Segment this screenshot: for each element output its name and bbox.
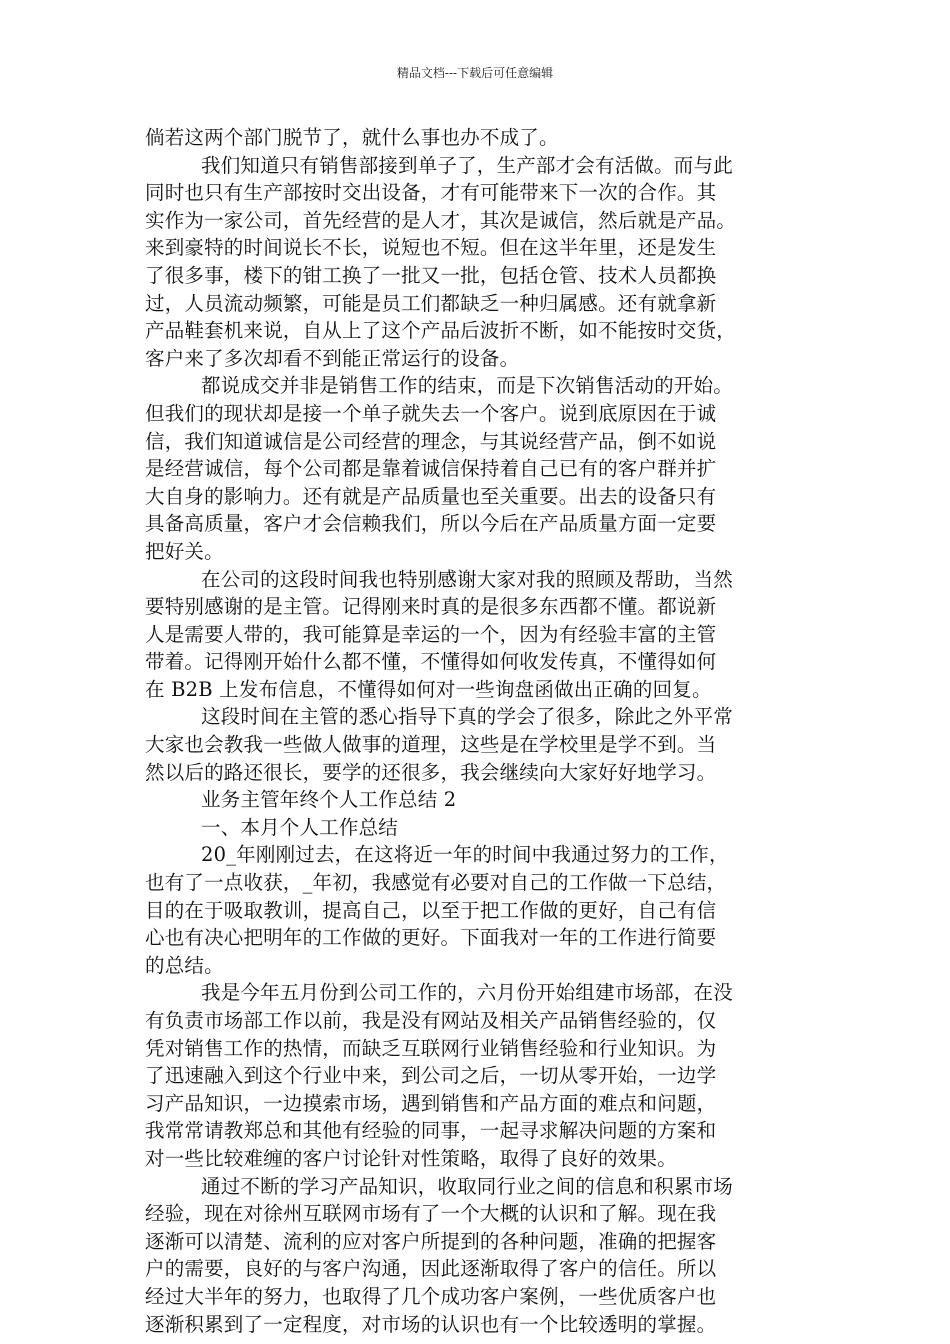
text-line: 具备高质量，客户才会信赖我们，所以今后在产品质量方面一定要 <box>145 512 717 536</box>
text-line: 经过大半年的努力，也取得了几个成功客户案例，一些优质客户也 <box>145 1284 717 1308</box>
text-line: 目的在于吸取教训，提高自己，以至于把工作做的更好，自己有信 <box>145 898 717 922</box>
text-line: 的总结。 <box>145 953 224 977</box>
text-line: 通过不断的学习产品知识，收取同行业之间的信息和积累市场 <box>201 1174 733 1198</box>
text-line: 我是今年五月份到公司工作的，六月份开始组建市场部，在没 <box>201 981 733 1005</box>
text-line: 产品鞋套机来说，自从上了这个产品后波折不断，如不能按时交货， <box>145 319 737 343</box>
text-line: 逐渐积累到了一定程度，对市场的认识也有一个比较透明的掌握。 <box>145 1312 717 1336</box>
text-line: 但我们的现状却是接一个单子就失去一个客户。说到底原因在于诚 <box>145 401 717 425</box>
text-line: 大家也会教我一些做人做事的道理，这些是在学校里是学不到。当 <box>145 733 717 757</box>
text-line: 来到豪特的时间说长不长，说短也不短。但在这半年里，还是发生 <box>145 236 717 260</box>
text-line: 信，我们知道诚信是公司经营的理念，与其说经营产品，倒不如说 <box>145 429 717 453</box>
text-line: 户的需要，良好的与客户沟通，因此逐渐取得了客户的信任。所以 <box>145 1257 717 1281</box>
text-line: 都说成交并非是销售工作的结束，而是下次销售活动的开始。 <box>201 374 733 398</box>
text-line: 倘若这两个部门脱节了，就什么事也办不成了。 <box>145 126 559 149</box>
text-line: 过，人员流动频繁，可能是员工们都缺乏一种归属感。还有就拿新 <box>145 291 717 315</box>
text-line: 一、本月个人工作总结 <box>201 815 399 839</box>
text-line: 把好关。 <box>145 539 224 563</box>
text-line: 带着。记得刚开始什么都不懂，不懂得如何收发传真，不懂得如何 <box>145 650 717 674</box>
text-line: 同时也只有生产部按时交出设备，才有可能带来下一次的合作。其 <box>145 181 717 205</box>
text-line: 了很多事，楼下的钳工换了一批又一批，包括仓管、技术人员都换 <box>145 263 717 287</box>
text-line: 在公司的这段时间我也特别感谢大家对我的照顾及帮助，当然 <box>201 567 733 591</box>
page-header: 精品文档---下载后可任意编辑 <box>396 66 554 80</box>
text-line: 大自身的影响力。还有就是产品质量也至关重要。出去的设备只有 <box>145 484 717 508</box>
document-body <box>145 124 815 1338</box>
text-line: 了迅速融入到这个行业中来，到公司之后，一切从零开始，一边学 <box>145 1064 717 1088</box>
text-line: 人是需要人带的，我可能算是幸运的一个，因为有经验丰富的主管 <box>145 622 717 646</box>
text-line: 对一些比较难缠的客户讨论针对性策略，取得了良好的效果。 <box>145 1146 677 1170</box>
text-line: 有负责市场部工作以前，我是没有网站及相关产品销售经验的，仅 <box>145 1009 717 1032</box>
text-line: 凭对销售工作的热情，而缺乏互联网行业销售经验和行业知识。为 <box>145 1036 717 1060</box>
text-line: 习产品知识，一边摸索市场，遇到销售和产品方面的难点和问题， <box>145 1091 717 1115</box>
text-line: 实作为一家公司，首先经营的是人才，其次是诚信，然后就是产品。 <box>145 208 737 232</box>
text-line: 然以后的路还很长，要学的还很多，我会继续向大家好好地学习。 <box>145 760 717 784</box>
text-line: 也有了一点收获，_年初，我感觉有必要对自己的工作做一下总结， <box>145 871 727 895</box>
text-line: 要特别感谢的是主管。记得刚来时真的是很多东西都不懂。都说新 <box>145 595 717 619</box>
text-line: 20_年刚刚过去，在这将近一年的时间中我通过努力的工作， <box>201 843 729 867</box>
text-line: 逐渐可以清楚、流利的应对客户所提到的各种问题，准确的把握客 <box>145 1229 717 1253</box>
text-line: 客户来了多次却看不到能正常运行的设备。 <box>145 346 520 370</box>
text-line: 是经营诚信，每个公司都是靠着诚信保持着自己已有的客户群并扩 <box>145 457 717 481</box>
text-line: 业务主管年终个人工作总结 2 <box>201 788 457 812</box>
text-line: 这段时间在主管的悉心指导下真的学会了很多，除此之外平常 <box>201 705 733 729</box>
text-line: 心也有决心把明年的工作做的更好。下面我对一年的工作进行简要 <box>145 926 717 950</box>
text-line: 我常常请教郑总和其他有经验的同事，一起寻求解决问题的方案和 <box>145 1119 717 1143</box>
text-line: 在 B2B 上发布信息，不懂得如何对一些询盘函做出正确的回复。 <box>145 677 712 701</box>
text-line: 我们知道只有销售部接到单子了，生产部才会有活做。而与此 <box>201 153 733 177</box>
text-line: 经验，现在对徐州互联网市场有了一个大概的认识和了解。现在我 <box>145 1202 717 1226</box>
